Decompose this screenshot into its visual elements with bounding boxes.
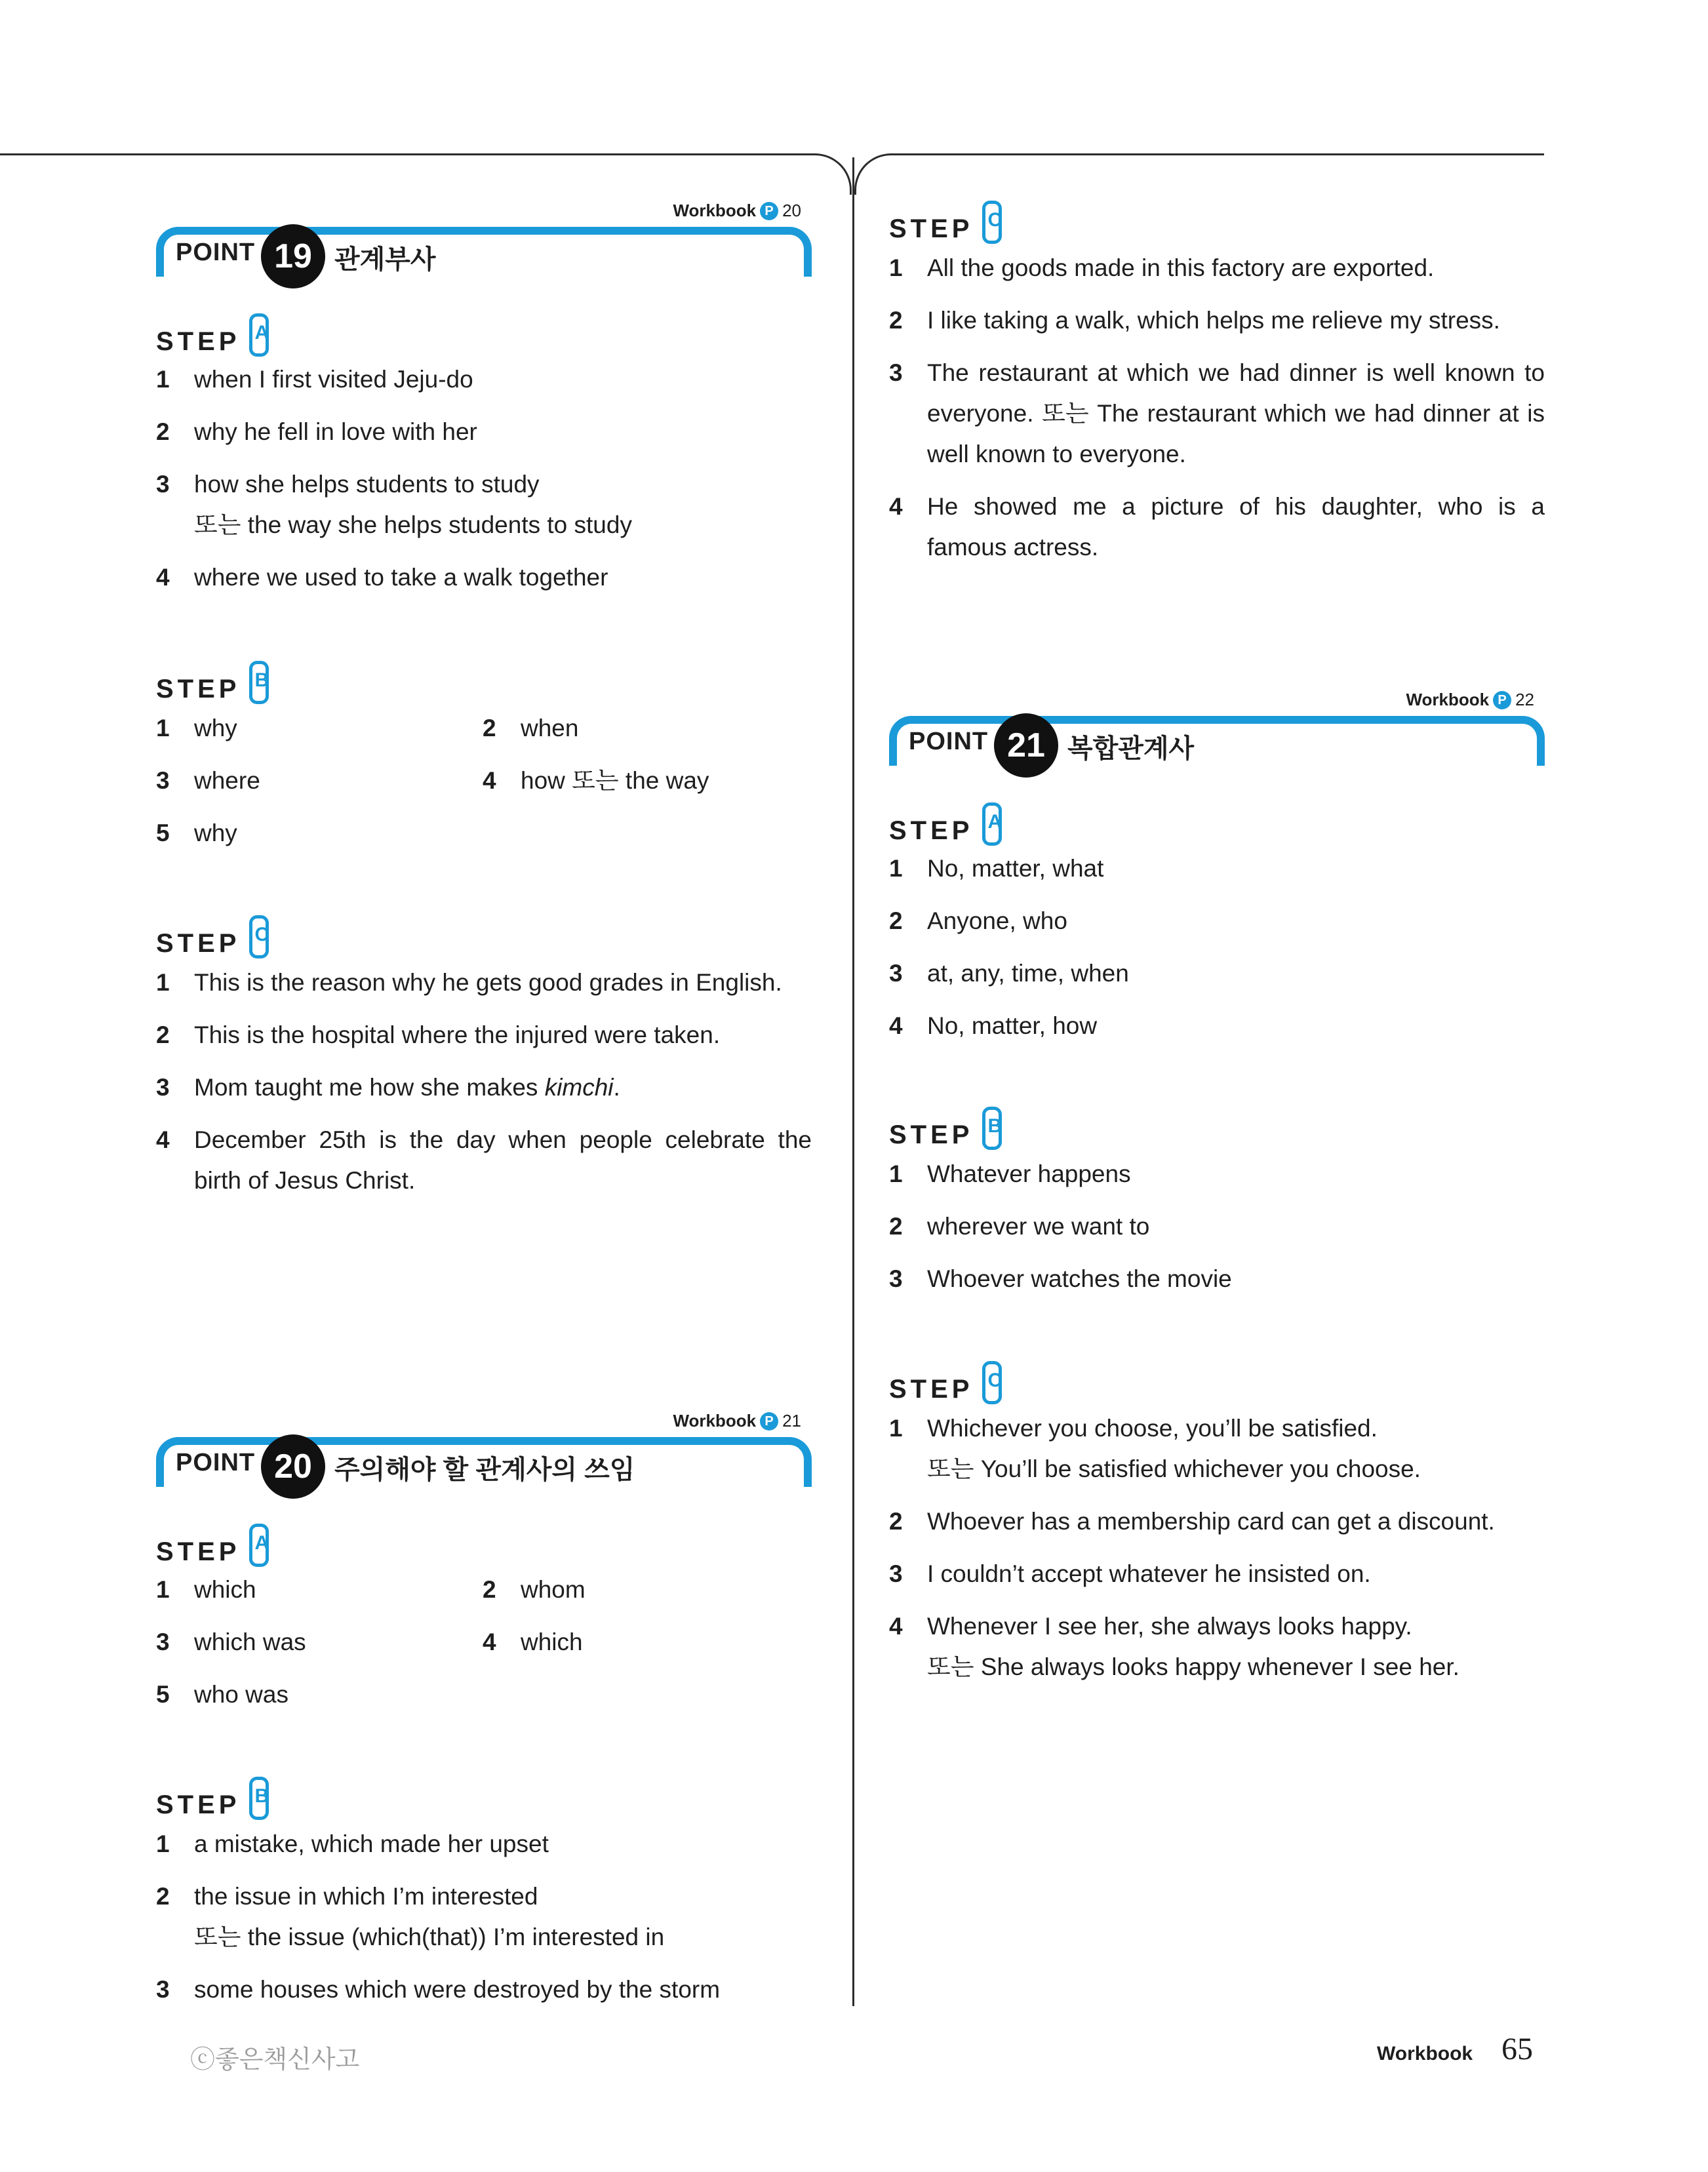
item-text-alt: 또는 the issue (which(that)) I’m interested in [194,1924,665,1950]
item-number: 3 [889,359,903,386]
item-text: Whatever happens [927,1160,1131,1187]
item-text: All the goods made in this factory are exported. [927,254,1435,281]
workbook-ref-21 [1406,690,1534,710]
item-text: Whoever has a membership card can get a discount. [927,1508,1495,1535]
step-letter-icon [249,661,269,704]
left-column [156,0,812,2172]
item-number: 4 [483,1629,496,1655]
item-number: 2 [156,1021,170,1048]
item-text: where we used to take a walk together [194,564,608,591]
workbook-ref-page: 22 [1515,690,1534,709]
item-number: 2 [889,1508,903,1535]
step-letter-icon [982,802,1002,846]
item-text: This is the hospital where the injured were taken. [194,1021,721,1048]
point-number-badge: 20 [261,1434,325,1499]
step-a-heading [156,1524,269,1567]
workbook-ref-label: Workbook [673,201,757,220]
item-text-cont: birth of Jesus Christ. [194,1167,416,1194]
item-number: 3 [156,1074,170,1101]
step-word: STEP [889,1375,974,1404]
item-number: 2 [889,907,903,934]
point-label: POINT [176,239,256,266]
item-text-cont: well known to everyone. [927,441,1186,467]
item-text: I like taking a walk, which helps me relieve my stress. [927,307,1500,334]
workbook-ref-page: 20 [782,201,801,220]
item-text: which [194,1576,256,1603]
item-number: 1 [889,855,903,882]
step-a-heading [156,313,269,357]
item-number: 1 [889,1160,903,1187]
step-c-heading [889,201,1002,244]
workbook-ref-19 [673,201,801,221]
footer-workbook-label: Workbook [1377,2043,1473,2064]
point-title: 주의해야 할 관계사의 쓰임 [334,1455,635,1484]
item-text [194,1067,620,1108]
item-text-main: Mom taught me how she makes [194,1074,545,1101]
item-text-alt: 또는 You’ll be satisfied whichever you choose. [927,1455,1421,1482]
point-title: 복합관계사 [1067,734,1195,763]
item-text: how 또는 the way [521,767,709,794]
item-text: some houses which were destroyed by the storm [194,1976,721,2003]
point-19-banner [156,227,812,279]
point-number-badge: 21 [994,713,1058,778]
item-number: 4 [889,1613,903,1640]
step-b-heading [156,1777,269,1820]
item-number: 1 [889,1415,903,1442]
step-word: STEP [889,816,974,845]
item-text: wherever we want to [927,1213,1150,1240]
item-text: where [194,767,260,794]
item-text: Anyone, who [927,907,1067,934]
item-text: when I first visited Jeju-do [194,366,473,393]
page-number: 65 [1501,2032,1533,2066]
step-letter-icon [249,915,269,958]
item-text: why he fell in love with her [194,418,477,445]
item-number: 1 [156,969,170,996]
step-letter: A [254,322,269,344]
step-letter: C [254,924,269,945]
item-text: No, matter, what [927,855,1104,882]
item-text: Whenever I see her, she always looks happy. [927,1613,1412,1640]
item-number: 3 [156,1629,170,1655]
item-text-cont: everyone. 또는 The restaurant which we had dinner at is [927,400,1545,427]
workbook-ref-page: 21 [782,1411,801,1431]
step-letter-icon [249,313,269,357]
point-title: 관계부사 [334,245,436,274]
item-text: the issue in which I’m interested [194,1883,538,1910]
step-letter-icon [249,1524,269,1567]
step-c-heading [889,1361,1002,1404]
item-number: 4 [889,493,903,520]
item-number: 1 [156,715,170,741]
point-label: POINT [176,1449,256,1476]
step-word: STEP [156,675,241,703]
step-letter: B [987,1115,1003,1137]
item-number: 1 [889,254,903,281]
item-text: Whichever you choose, you’ll be satisfied. [927,1415,1378,1442]
item-number: 2 [889,307,903,334]
item-number: 1 [156,1576,170,1603]
item-text: He showed me a picture of his daughter, who is a [927,493,1545,520]
item-text: a mistake, which made her upset [194,1830,549,1857]
item-text: why [194,819,237,846]
item-number: 4 [483,767,496,794]
item-number: 3 [156,767,170,794]
item-number: 3 [156,1976,170,2003]
step-b-heading [156,661,269,704]
page-icon: P [1493,691,1511,709]
point-number-badge: 19 [261,224,325,288]
item-number: 1 [156,366,170,393]
item-number: 3 [889,960,903,987]
item-text: No, matter, how [927,1012,1098,1039]
step-word: STEP [156,1537,241,1566]
item-text: how she helps students to study [194,471,540,498]
item-text-alt: 또는 She always looks happy whenever I see her. [927,1653,1460,1680]
item-text: I couldn’t accept whatever he insisted on. [927,1560,1371,1587]
step-word: STEP [156,1790,241,1819]
item-text: when [521,715,579,741]
item-text-italic: kimchi [544,1074,614,1101]
item-number: 2 [156,1883,170,1910]
step-letter-icon [982,1107,1002,1150]
item-number: 5 [156,1681,170,1708]
item-number: 4 [156,564,170,591]
item-number: 2 [889,1213,903,1240]
step-letter: C [987,209,1003,231]
item-number: 5 [156,819,170,846]
item-number: 2 [483,715,496,741]
page-icon: P [760,1412,778,1431]
item-number: 3 [156,471,170,498]
step-word: STEP [156,929,241,958]
item-text: why [194,715,237,741]
item-text: whom [521,1576,586,1603]
item-text-cont: famous actress. [927,534,1099,561]
step-letter: A [254,1532,269,1554]
step-letter: A [987,811,1003,833]
point-label: POINT [909,728,989,755]
point-20-banner [156,1437,812,1490]
step-letter: B [254,669,269,691]
item-number: 2 [483,1576,496,1603]
step-letter: B [254,1785,269,1807]
item-text: which was [194,1629,306,1655]
column-divider [852,157,854,2006]
item-text-end: . [613,1074,620,1101]
item-text: at, any, time, when [927,960,1129,987]
item-text: which [521,1629,583,1655]
copyright-text: ⓒ좋은책신사고 [190,2046,360,2074]
item-text: The restaurant at which we had dinner is well known to [927,359,1545,386]
item-number: 1 [156,1830,170,1857]
item-text: who was [194,1681,288,1708]
step-b-heading [889,1107,1002,1150]
step-a-heading [889,802,1002,846]
step-letter-icon [982,1361,1002,1404]
item-text-alt: 또는 the way she helps students to study [194,511,632,538]
item-text: Whoever watches the movie [927,1265,1232,1292]
right-column [889,0,1545,2172]
step-word: STEP [889,214,974,243]
item-number: 4 [156,1126,170,1153]
workbook-ref-label: Workbook [1406,690,1490,709]
workbook-ref-label: Workbook [673,1411,757,1431]
item-number: 3 [889,1265,903,1292]
page-icon: P [760,202,778,220]
point-21-banner [889,716,1545,768]
item-number: 2 [156,418,170,445]
item-text: This is the reason why he gets good grades in English. [194,969,782,996]
step-letter-icon [982,201,1002,244]
workbook-ref-20 [673,1411,801,1431]
step-letter-icon [249,1777,269,1820]
rule-curve-left [813,153,852,195]
step-word: STEP [156,327,241,356]
item-number: 3 [889,1560,903,1587]
item-number: 4 [889,1012,903,1039]
rule-curve-right [854,153,893,195]
step-c-heading [156,915,269,958]
step-word: STEP [889,1120,974,1149]
step-letter: C [987,1370,1003,1391]
item-text: December 25th is the day when people celebrate the [194,1126,812,1153]
